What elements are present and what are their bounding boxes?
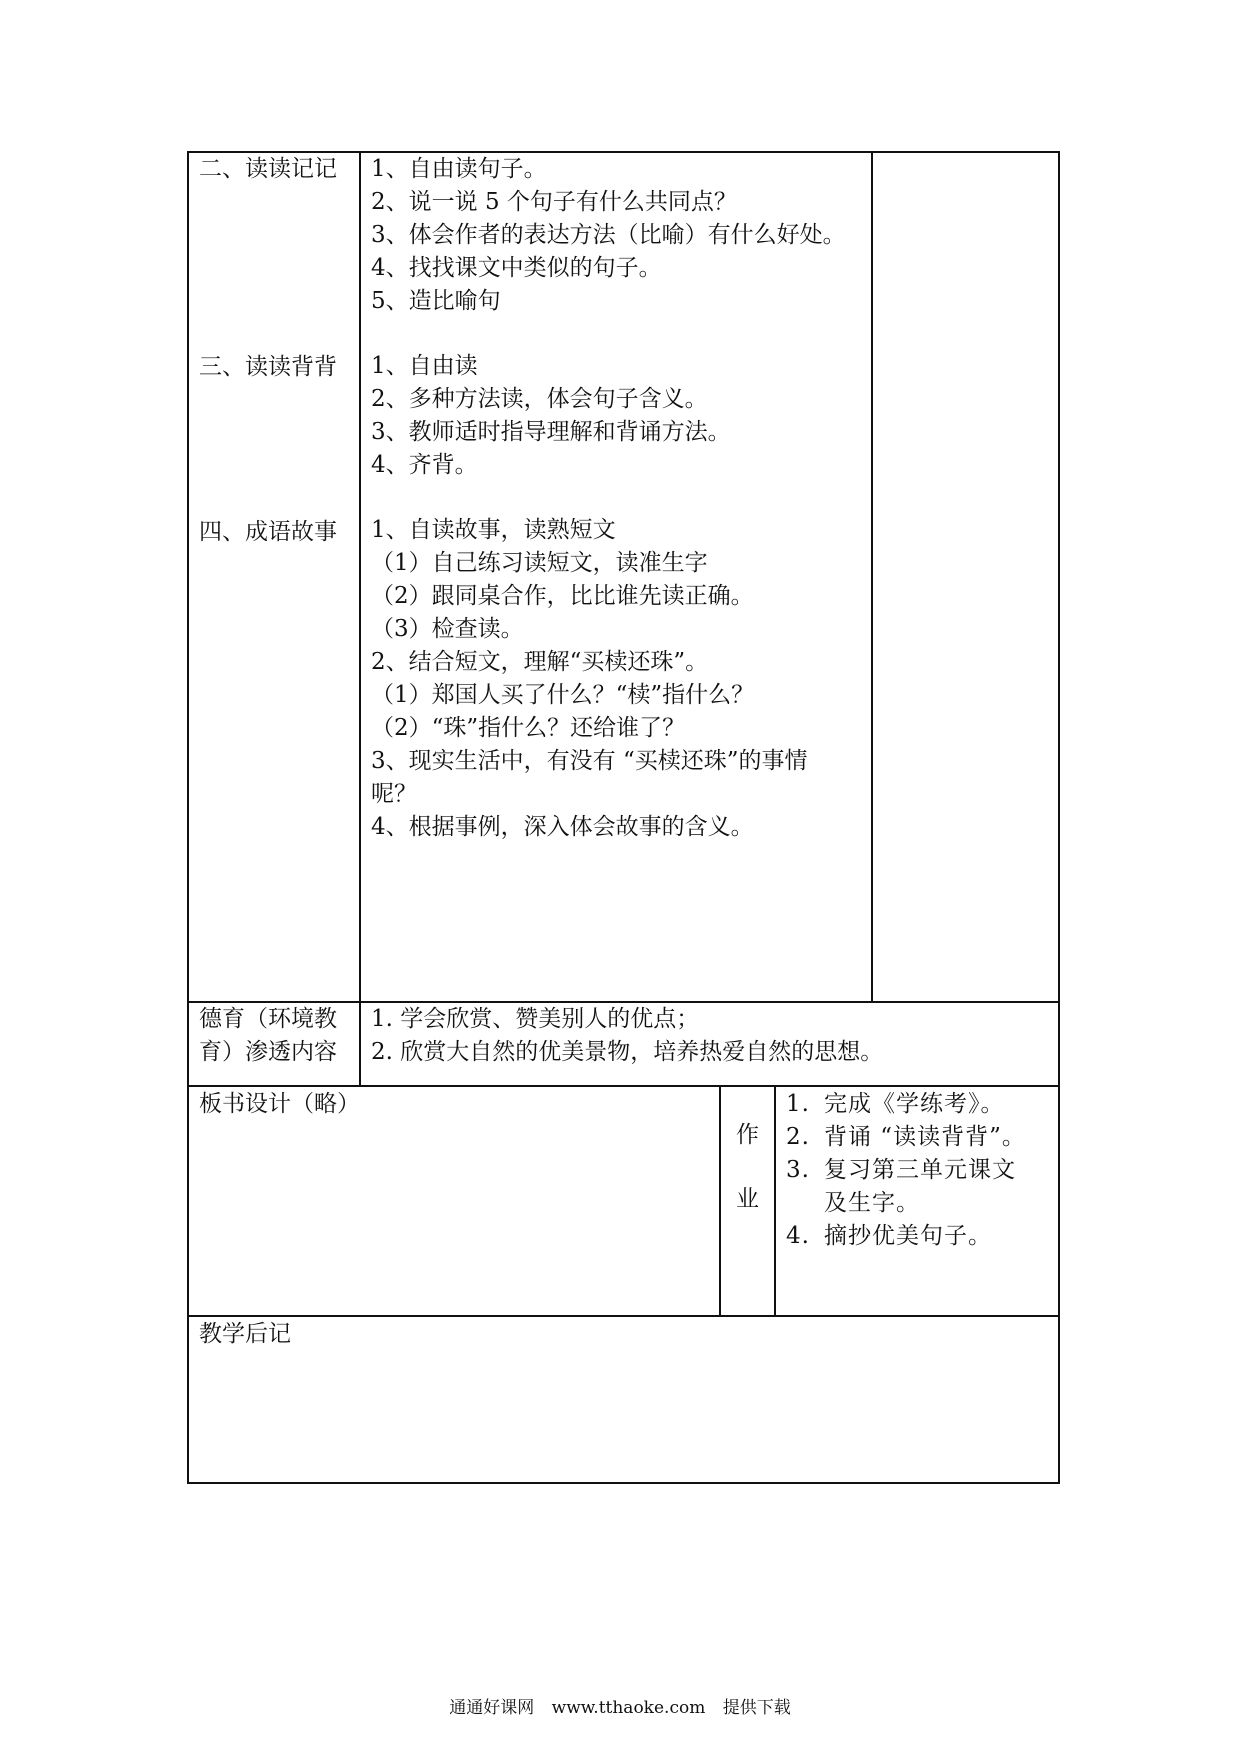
step-item: 2、多种方法读，体会句子含义。	[371, 386, 708, 412]
moral-item: 2. 欣赏大自然的优美景物，培养热爱自然的思想。	[371, 1039, 884, 1065]
page-footer	[0, 1693, 1240, 1718]
moral-content	[371, 1003, 1051, 1069]
footer-site-name: 通通好课网	[449, 1698, 535, 1718]
table-border-left	[187, 151, 189, 1484]
table-border-moral-bottom	[187, 1085, 1060, 1087]
homework-label	[721, 1118, 774, 1216]
homework-item: 3. 复习第三单元课文 及生字。	[786, 1157, 1016, 1216]
step-block-read-remember	[371, 153, 867, 318]
teaching-reflection-label: 教学后记	[199, 1321, 291, 1347]
step-item: 4、根据事例，深入体会故事的含义。	[371, 814, 754, 840]
steps-label-column	[199, 153, 357, 549]
step-heading: 二、读读记记	[199, 156, 337, 182]
step-item: 1、自由读	[371, 353, 478, 379]
step-item: 2、结合短文，理解“买椟还珠”。	[371, 649, 709, 675]
step-item: 5、造比喻句	[371, 288, 501, 314]
homework-list	[786, 1088, 1054, 1253]
moral-label-line: 育）渗透内容	[199, 1039, 337, 1065]
column-divider-homework	[774, 1085, 776, 1317]
step-heading: 三、读读背背	[199, 354, 337, 380]
step-item: 3、体会作者的表达方法（比喻）有什么好处。	[371, 222, 846, 248]
homework-label-char: 作	[736, 1122, 759, 1148]
step-block-read-recite	[371, 350, 867, 482]
step-item: （1）自己练习读短文，读准生字	[371, 550, 708, 576]
step-item: （3）检查读。	[371, 616, 524, 642]
step-item: 2、说一说 5 个句子有什么共同点？	[371, 189, 737, 215]
step-item: （1）郑国人买了什么？“椟”指什么？	[371, 682, 755, 708]
step-item: 1、自读故事，读熟短文	[371, 517, 616, 543]
moral-label	[199, 1003, 357, 1069]
homework-label-char: 业	[736, 1186, 759, 1212]
step-item: （2）“珠”指什么？还给谁了？	[371, 715, 686, 741]
step-block-idiom-story	[371, 514, 867, 844]
column-divider-label	[359, 151, 361, 1087]
step-item: 3、现实生活中，有没有 “买椟还珠”的事情	[371, 748, 808, 774]
footer-suffix: 提供下载	[722, 1698, 791, 1718]
step-heading: 四、成语故事	[199, 519, 337, 545]
homework-item: 2. 背诵 “读读背背”。	[786, 1124, 1026, 1150]
step-item: 3、教师适时指导理解和背诵方法。	[371, 419, 731, 445]
table-border-bottom	[187, 1482, 1060, 1484]
board-design-label: 板书设计（略）	[199, 1091, 360, 1117]
homework-item: 4. 摘抄优美句子。	[786, 1223, 992, 1249]
step-item: （2）跟同桌合作，比比谁先读正确。	[371, 583, 754, 609]
moral-label-line: 德育（环境教	[199, 1006, 337, 1032]
step-item: 呢？	[371, 781, 417, 807]
homework-item: 1. 完成《学练考》。	[786, 1091, 1005, 1117]
step-item: 4、齐背。	[371, 452, 478, 478]
moral-item: 1. 学会欣赏、赞美别人的优点；	[371, 1006, 700, 1032]
footer-url-link[interactable]: www.tthaoke.com	[551, 1698, 706, 1718]
step-item: 4、找找课文中类似的句子。	[371, 255, 662, 281]
table-border-right	[1058, 151, 1060, 1484]
column-divider-notes	[871, 151, 873, 1003]
steps-content-column	[371, 153, 867, 844]
step-item: 1、自由读句子。	[371, 156, 547, 182]
table-border-board-bottom	[187, 1315, 1060, 1317]
